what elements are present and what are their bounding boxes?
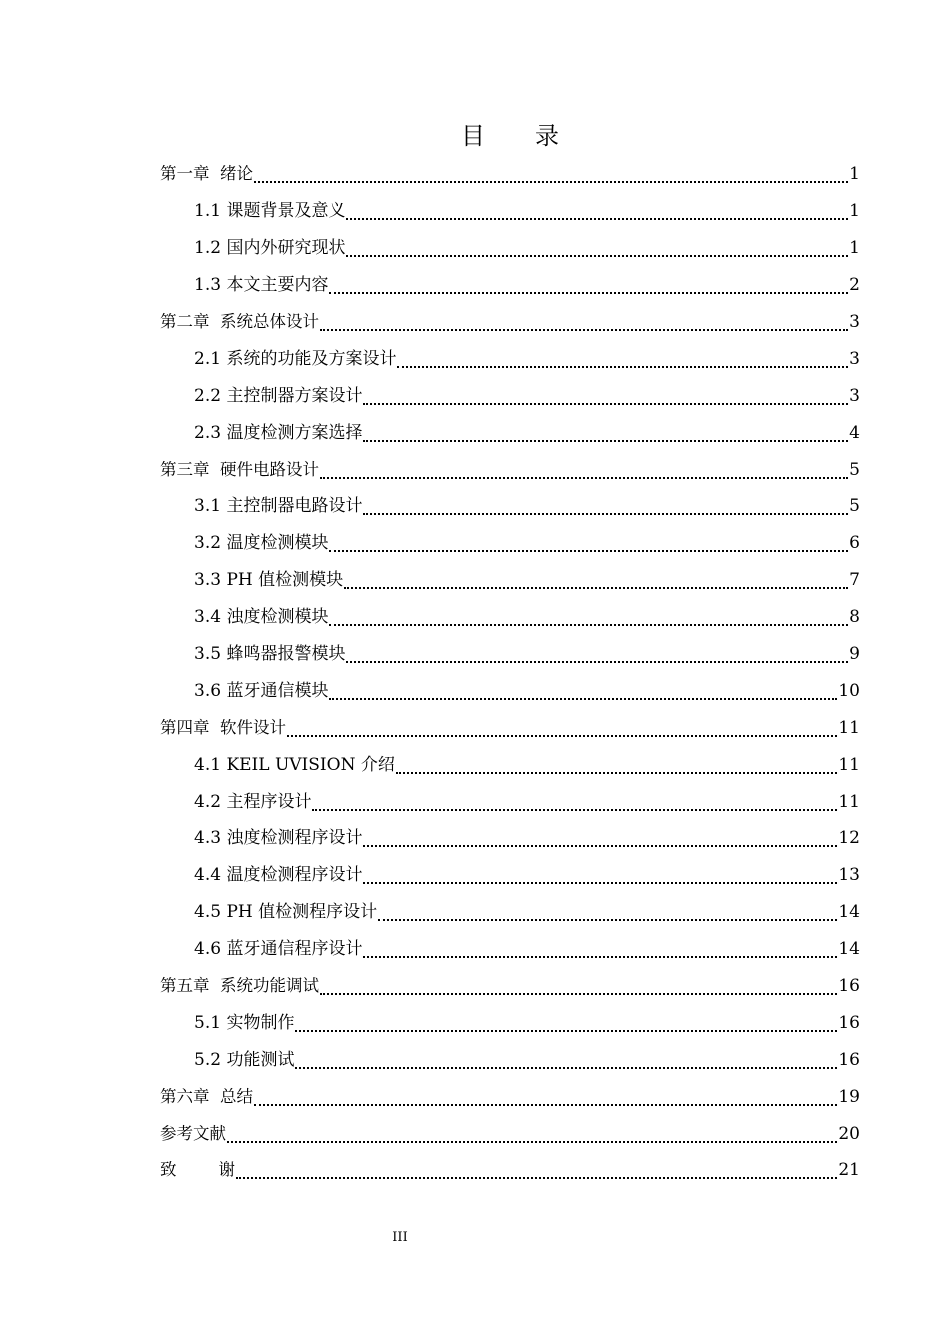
dot-leader — [344, 573, 848, 589]
toc-entry-section[interactable] — [160, 820, 860, 857]
toc-page-number: 3 — [849, 312, 860, 332]
toc-entry-title: 4.4 温度检测程序设计 — [194, 865, 363, 886]
toc-page-number: 20 — [838, 1123, 860, 1144]
dot-leader — [254, 1090, 837, 1106]
toc-entry-section[interactable] — [160, 267, 860, 304]
toc-entry-chapter[interactable] — [160, 156, 860, 193]
dot-leader — [378, 905, 837, 921]
toc-entry-chapter[interactable] — [160, 709, 860, 746]
toc-entry-title: 1.1 课题背景及意义 — [194, 201, 346, 222]
toc-entry-title: 4.2 主程序设计 — [194, 791, 312, 812]
page-title — [0, 116, 950, 151]
dot-leader — [329, 278, 848, 294]
dot-leader — [363, 426, 848, 442]
toc-entry-section[interactable] — [160, 636, 860, 673]
toc-entry-section[interactable] — [160, 857, 860, 894]
dot-leader — [312, 795, 837, 811]
toc-entry-title: 3.4 浊度检测模块 — [194, 607, 329, 628]
toc-entry-section[interactable] — [160, 783, 860, 820]
toc-page-number: 1 — [849, 201, 860, 222]
toc-entry-title: 1.2 国内外研究现状 — [194, 238, 346, 259]
toc-entry-title: 参考文献 — [160, 1123, 226, 1143]
toc-entry-section[interactable] — [160, 377, 860, 414]
toc-entry-title: 3.6 蓝牙通信模块 — [194, 680, 329, 701]
toc-entry-title: 4.1 KEIL UVISION 介绍 — [194, 754, 395, 775]
toc-page-number: 8 — [849, 607, 860, 628]
dot-leader — [363, 389, 848, 405]
dot-leader — [320, 315, 848, 331]
toc-page-number: 12 — [838, 828, 860, 849]
toc-page-number: 16 — [838, 976, 860, 997]
toc-entry-title: 4.3 浊度检测程序设计 — [194, 828, 363, 849]
toc-entry-title: 第四章 软件设计 — [160, 717, 286, 737]
dot-leader — [346, 241, 848, 257]
toc-page-number: 3 — [849, 385, 860, 406]
dot-leader — [397, 352, 848, 368]
dot-leader — [320, 463, 848, 479]
toc-entry-title: 5.1 实物制作 — [194, 1012, 295, 1033]
toc-entry-chapter[interactable] — [160, 451, 860, 488]
dot-leader — [363, 499, 848, 515]
dot-leader — [396, 758, 838, 774]
toc-entry-chapter[interactable] — [160, 304, 860, 341]
page-footer-number: III — [392, 1230, 408, 1245]
toc-entry-title: 1.3 本文主要内容 — [194, 275, 329, 296]
toc-entry-title: 第二章 系统总体设计 — [160, 312, 319, 331]
dot-leader — [346, 647, 848, 663]
toc-entry-title: 3.1 主控制器电路设计 — [194, 496, 363, 517]
toc-entry-title: 第一章 绪论 — [160, 164, 253, 184]
toc-page-number: 6 — [849, 533, 860, 554]
toc-entry-section[interactable] — [160, 931, 860, 968]
toc-page-number: 11 — [838, 717, 860, 738]
toc-entry-section[interactable] — [160, 562, 860, 599]
toc-entry-chapter[interactable] — [160, 1115, 860, 1152]
dot-leader — [236, 1163, 837, 1179]
toc-entry-section[interactable] — [160, 1041, 860, 1078]
toc-entry-title: 4.6 蓝牙通信程序设计 — [194, 939, 363, 960]
dot-leader — [295, 1016, 837, 1032]
toc-entry-section[interactable] — [160, 746, 860, 783]
toc-page-number: 5 — [849, 459, 860, 480]
toc-entry-title: 2.3 温度检测方案选择 — [194, 422, 363, 443]
toc-page-number: 4 — [849, 422, 860, 443]
toc-entry-title: 致 谢 — [160, 1160, 235, 1180]
dot-leader — [363, 831, 837, 847]
toc-entry-title: 4.5 PH 值检测程序设计 — [194, 902, 378, 923]
dot-leader — [254, 167, 848, 183]
toc-entry-section[interactable] — [160, 340, 860, 377]
toc-page-number: 14 — [838, 939, 860, 960]
toc-page-number: 3 — [849, 348, 860, 369]
dot-leader — [363, 868, 837, 884]
toc-page-number: 10 — [838, 680, 860, 701]
dot-leader — [363, 942, 837, 958]
toc-entry-chapter[interactable] — [160, 1152, 860, 1189]
dot-leader — [227, 1127, 837, 1143]
toc-entry-title: 第五章 系统功能调试 — [160, 976, 319, 996]
toc-page-number: 9 — [849, 644, 860, 665]
toc-entry-title: 5.2 功能测试 — [194, 1049, 295, 1070]
toc-entry-title: 2.2 主控制器方案设计 — [194, 385, 363, 406]
toc-entry-section[interactable] — [160, 894, 860, 931]
dot-leader — [295, 1053, 837, 1069]
title-char-2: 录 — [535, 122, 559, 150]
toc-entry-section[interactable] — [160, 193, 860, 230]
toc-page-number: 2 — [849, 275, 860, 296]
toc-page-number: 7 — [849, 570, 860, 591]
toc-entry-section[interactable] — [160, 672, 860, 709]
toc-page-number: 21 — [838, 1160, 860, 1181]
dot-leader — [287, 721, 837, 737]
dot-leader — [329, 536, 848, 552]
toc-entry-title: 第六章 总结 — [160, 1086, 253, 1106]
dot-leader — [329, 610, 848, 626]
toc-entry-chapter[interactable] — [160, 968, 860, 1005]
title-char-1: 目 — [461, 122, 485, 150]
toc-page-number: 14 — [838, 902, 860, 923]
toc-entry-section[interactable] — [160, 1004, 860, 1041]
dot-leader — [329, 684, 837, 700]
toc-entry-section[interactable] — [160, 599, 860, 636]
toc-entry-section[interactable] — [160, 230, 860, 267]
table-of-contents — [160, 156, 860, 1189]
toc-page-number: 16 — [838, 1012, 860, 1033]
toc-page-number: 11 — [838, 791, 860, 812]
toc-entry-chapter[interactable] — [160, 1078, 860, 1115]
toc-entry-title: 3.2 温度检测模块 — [194, 533, 329, 554]
dot-leader — [320, 979, 837, 995]
toc-entry-title: 2.1 系统的功能及方案设计 — [194, 348, 397, 369]
toc-page-number: 11 — [838, 754, 860, 775]
toc-entry-title: 3.3 PH 值检测模块 — [194, 570, 344, 591]
toc-entry-title: 第三章 硬件电路设计 — [160, 459, 319, 479]
dot-leader — [346, 204, 848, 220]
toc-page-number: 1 — [849, 164, 860, 185]
toc-entry-section[interactable] — [160, 525, 860, 562]
toc-page-number: 16 — [838, 1049, 860, 1070]
toc-page-number: 1 — [849, 238, 860, 259]
toc-page-number: 5 — [849, 496, 860, 517]
toc-entry-title: 3.5 蜂鸣器报警模块 — [194, 644, 346, 665]
toc-page-number: 13 — [838, 865, 860, 886]
toc-entry-section[interactable] — [160, 414, 860, 451]
toc-page-number: 19 — [838, 1086, 860, 1107]
toc-entry-section[interactable] — [160, 488, 860, 525]
